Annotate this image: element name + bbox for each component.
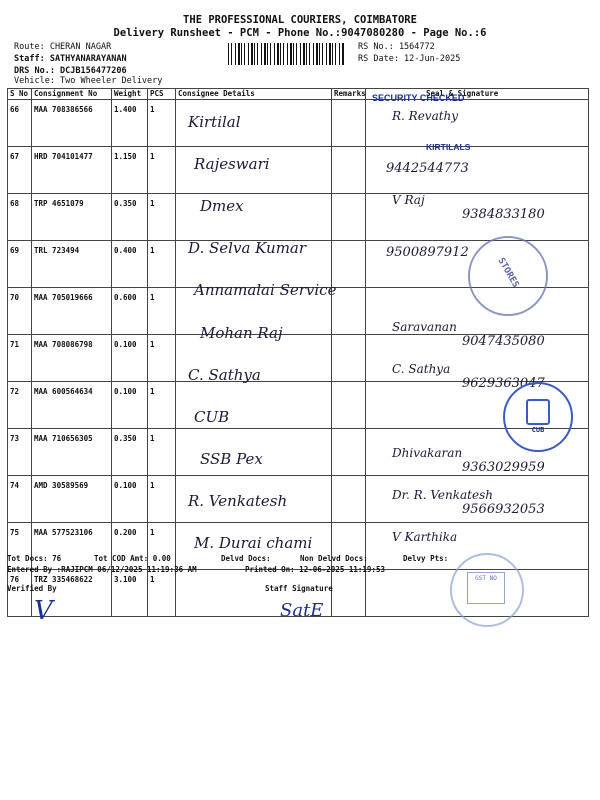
row-remarks [332, 194, 366, 241]
handwritten-consignee-name: C. Sathya [188, 365, 261, 384]
handwritten-consignee-name: D. Selva Kumar [188, 239, 307, 258]
row-consignment-no: TRL 723494 [32, 241, 112, 288]
barcode-bar [257, 43, 258, 65]
barcode-bar [244, 43, 245, 65]
row-sno: 70 [8, 288, 32, 335]
cub-stamp-text: CUB [531, 426, 545, 434]
barcode-bar [254, 43, 255, 65]
barcode-bar [342, 43, 344, 65]
entered-by: Entered By :RAJIPCM 06/12/2025 11:19:36 AM [7, 565, 197, 574]
barcode-bar [335, 43, 336, 65]
barcode-bar [261, 43, 262, 65]
barcode-bar [303, 43, 305, 65]
company-title: THE PROFESSIONAL COURIERS, COIMBATORE [183, 14, 417, 26]
barcode-bar [264, 43, 266, 65]
row-consignment-no: MAA 577523106 [32, 523, 112, 570]
handwritten-consignee-name: Dmex [200, 197, 244, 216]
rs-number: RS No.: 1564772 [358, 42, 435, 52]
handwritten-consignee-name: M. Durai chami [194, 534, 313, 552]
handwritten-phone-number: 9047435080 [462, 333, 545, 349]
row-sno: 67 [8, 147, 32, 194]
row-pcs: 1 [148, 429, 176, 476]
barcode-bar [238, 43, 240, 65]
row-consignment-no: TRZ 335468622 [32, 570, 112, 617]
row-pcs: 1 [148, 288, 176, 335]
barcode-bar [228, 43, 229, 65]
row-weight: 0.600 [112, 288, 148, 335]
row-remarks [332, 335, 366, 382]
row-weight: 0.400 [112, 241, 148, 288]
handwritten-signature-name: V Karthika [392, 530, 458, 544]
row-pcs: 1 [148, 100, 176, 147]
barcode-bar [290, 43, 292, 65]
delivered-docs: Delvd Docs: [221, 554, 271, 563]
handwritten-signature-name: C. Sathya [392, 361, 451, 376]
verified-by-label: Verified By [7, 584, 57, 593]
handwritten-consignee-name: CUB [194, 407, 230, 426]
col-seal: Seal & Signature [366, 89, 589, 100]
row-pcs: 1 [148, 570, 176, 617]
handwritten-consignee-name: R. Venkatesh [188, 491, 288, 510]
barcode-bar [322, 43, 323, 65]
handwritten-phone-number: 9566932053 [462, 501, 545, 517]
table-row [8, 147, 589, 194]
barcode-bar [267, 43, 268, 65]
table-row [8, 100, 589, 147]
barcode-bar [241, 43, 242, 65]
delivery-points: Delvy Pts: [403, 554, 449, 563]
drs-label: DRS No.: DCJB156477206 [14, 66, 127, 76]
row-consignment-no: MAA 705019666 [32, 288, 112, 335]
row-weight: 0.350 [112, 429, 148, 476]
row-weight: 1.150 [112, 147, 148, 194]
row-pcs: 1 [148, 241, 176, 288]
row-remarks [332, 570, 366, 617]
row-consignment-no: HRD 704101477 [32, 147, 112, 194]
row-remarks [332, 241, 366, 288]
handwritten-consignee-name: Mohan Raj [200, 323, 283, 342]
row-weight: 0.100 [112, 476, 148, 523]
row-pcs: 1 [148, 382, 176, 429]
gst-stamp-text: GST NO [475, 575, 497, 582]
barcode-bar [309, 43, 310, 65]
barcode-bar [251, 43, 253, 65]
row-consignment-no: TRP 4651079 [32, 194, 112, 241]
row-remarks [332, 429, 366, 476]
row-consignment-no: AMD 30589569 [32, 476, 112, 523]
handwritten-consignee-name: Annamalai Service [194, 281, 337, 300]
col-remarks: Remarks [332, 89, 366, 100]
printed-on: Printed On: 12-06-2025 11:19:53 [245, 565, 385, 574]
barcode-bar [280, 43, 281, 65]
cub-logo-icon [526, 399, 550, 425]
cub-round-stamp [503, 382, 573, 452]
row-sno: 75 [8, 523, 32, 570]
barcode-bar [293, 43, 294, 65]
row-weight: 0.200 [112, 523, 148, 570]
row-weight: 0.350 [112, 194, 148, 241]
row-remarks [332, 476, 366, 523]
handwritten-consignee-name: SSB Pex [200, 449, 263, 468]
verified-signature: V [34, 596, 53, 626]
row-sno: 76 [8, 570, 32, 617]
row-consignment-no: MAA 708386566 [32, 100, 112, 147]
handwritten-phone-number: 9442544773 [386, 161, 469, 177]
row-remarks [332, 100, 366, 147]
row-weight: 0.100 [112, 335, 148, 382]
row-consignment-no: MAA 600564634 [32, 382, 112, 429]
stores-round-stamp [468, 236, 548, 316]
row-weight: 0.100 [112, 382, 148, 429]
handwritten-phone-number: 9500897912 [386, 245, 469, 261]
handwritten-signature-name: R. Revathy [392, 109, 459, 123]
row-seal-signature [366, 100, 589, 147]
col-sno: S No [8, 89, 32, 100]
row-weight: 3.100 [112, 570, 148, 617]
table-header-row [8, 89, 589, 100]
row-consignment-no: MAA 708086798 [32, 335, 112, 382]
col-consignment: Consignment No [32, 89, 112, 100]
staff-signature-label: Staff Signature [265, 584, 333, 593]
row-sno: 66 [8, 100, 32, 147]
barcode-bar [283, 43, 284, 65]
security-checked-stamp: SECURITY CHECKED [372, 93, 465, 103]
handwritten-signature-name: Dhivakaran [392, 445, 463, 460]
barcode-bar [332, 43, 333, 65]
barcode-bar [329, 43, 331, 65]
handwritten-consignee-name: Rajeswari [194, 155, 270, 174]
handwritten-signature-name: Dr. R. Venkatesh [392, 487, 493, 502]
barcode-bar [270, 43, 271, 65]
gst-round-stamp [450, 553, 524, 627]
barcode-bar [248, 43, 249, 65]
vehicle-label: Vehicle: Two Wheeler Delivery [14, 76, 163, 86]
row-pcs: 1 [148, 523, 176, 570]
barcode [228, 43, 346, 65]
barcode-bar [287, 43, 288, 65]
barcode-bar [235, 43, 236, 65]
row-weight: 1.400 [112, 100, 148, 147]
row-remarks [332, 382, 366, 429]
col-consignee: Consignee Details [176, 89, 332, 100]
row-remarks [332, 147, 366, 194]
barcode-bar [313, 43, 314, 65]
row-pcs: 1 [148, 476, 176, 523]
total-cod: Tot COD Amt: 0.00 [94, 554, 171, 563]
barcode-bar [296, 43, 297, 65]
gst-stamp-box [467, 572, 505, 604]
handwritten-signature-name: V Raj [392, 193, 425, 208]
barcode-bar [339, 43, 340, 65]
barcode-bar [316, 43, 318, 65]
handwritten-phone-number: 9384833180 [462, 207, 545, 223]
handwritten-phone-number: 9363029959 [462, 459, 545, 475]
barcode-bar [274, 43, 275, 65]
row-pcs: 1 [148, 147, 176, 194]
row-pcs: 1 [148, 194, 176, 241]
rs-date: RS Date: 12-Jun-2025 [358, 54, 461, 64]
barcode-bar [319, 43, 320, 65]
row-sno: 71 [8, 335, 32, 382]
row-remarks [332, 288, 366, 335]
row-pcs: 1 [148, 335, 176, 382]
row-sno: 74 [8, 476, 32, 523]
row-sno: 68 [8, 194, 32, 241]
barcode-bar [231, 43, 232, 65]
col-weight: Weight [112, 89, 148, 100]
barcode-bar [277, 43, 279, 65]
staff-label: Staff: SATHYANARAYANAN [14, 54, 127, 64]
handwritten-signature-name: Saravanan [392, 319, 457, 334]
stores-stamp-text: STORES [495, 256, 521, 290]
barcode-bar [306, 43, 307, 65]
handwritten-consignee-name: Kirtilal [188, 113, 241, 131]
route-label: Route: CHERAN NAGAR [14, 42, 112, 52]
row-sno: 73 [8, 429, 32, 476]
staff-signature: SatE [280, 600, 324, 621]
runsheet-subtitle: Delivery Runsheet - PCM - Phone No.:9047080280 - Page No.:6 [113, 27, 487, 39]
total-docs: Tot Docs: 76 [7, 554, 62, 563]
row-sno: 72 [8, 382, 32, 429]
col-pcs: PCS [148, 89, 176, 100]
barcode-bar [300, 43, 301, 65]
non-delivered-docs: Non Delvd Docs: [300, 554, 368, 563]
row-consignee [176, 194, 332, 241]
row-sno: 69 [8, 241, 32, 288]
row-consignment-no: MAA 710656305 [32, 429, 112, 476]
barcode-bar [326, 43, 327, 65]
handwritten-phone-number: 9629363047 [462, 375, 545, 391]
kirtilals-stamp: KIRTILALS [426, 142, 471, 152]
